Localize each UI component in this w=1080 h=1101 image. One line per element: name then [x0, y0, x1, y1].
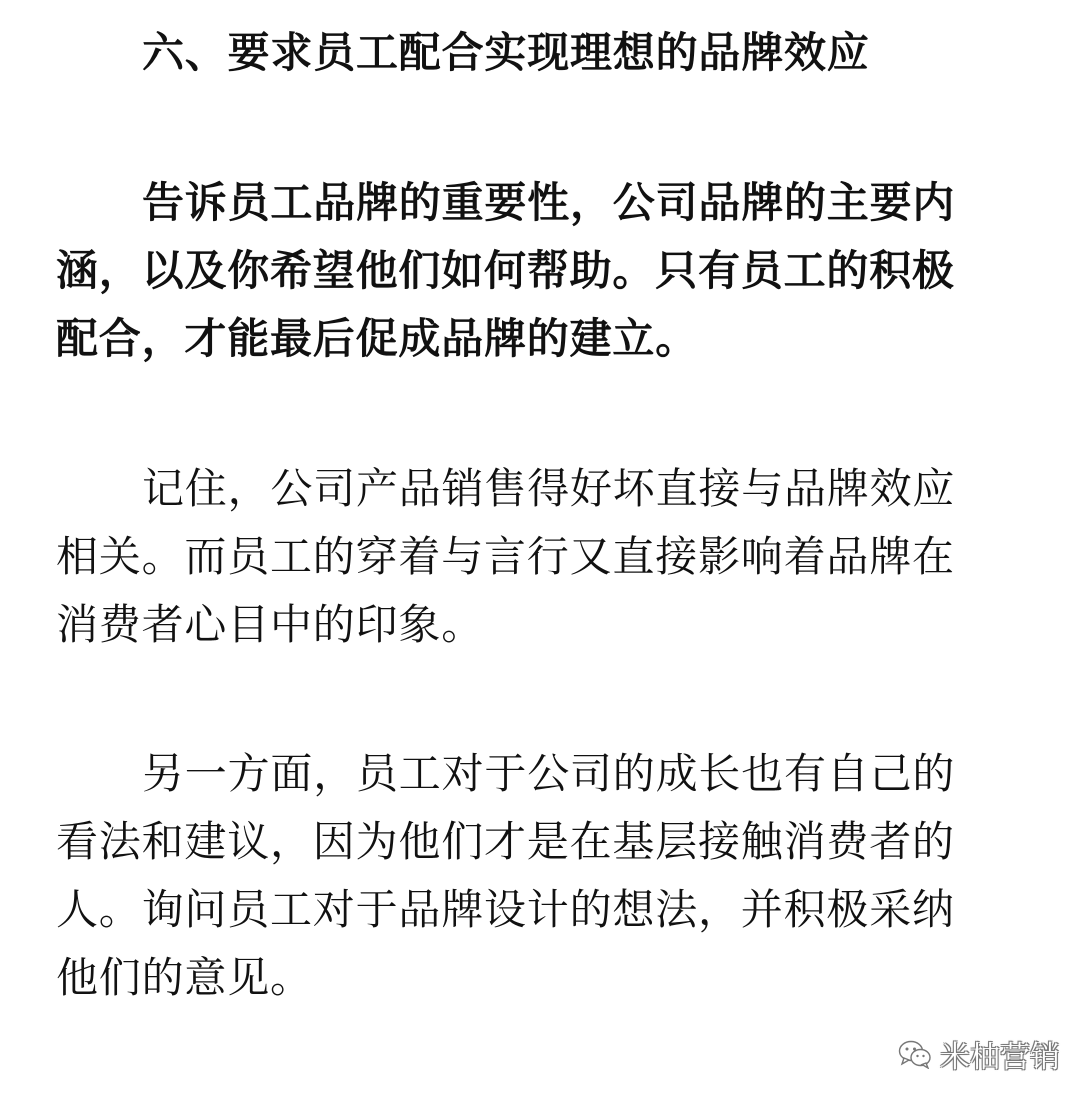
- paragraph-line: 看法和建议，因为他们才是在基层接触消费者的: [56, 817, 955, 866]
- watermark: [898, 1034, 1060, 1074]
- paragraph-line: 另一方面，员工对于公司的成长也有自己的: [142, 749, 956, 798]
- paragraph-line: 配合，才能最后促成品牌的建立。: [56, 314, 699, 363]
- paragraph-line: 他们的意见。: [56, 953, 313, 1002]
- paragraph-line: 涵，以及你希望他们如何帮助。只有员工的积极: [56, 246, 955, 295]
- paragraph-line: 告诉员工品牌的重要性，公司品牌的主要内: [142, 178, 956, 227]
- paragraph-line: 记住，公司产品销售得好坏直接与品牌效应: [142, 464, 956, 513]
- section-heading: 六、要求员工配合实现理想的品牌效应: [142, 28, 870, 77]
- paragraph-line: 相关。而员工的穿着与言行又直接影响着品牌在: [56, 532, 955, 581]
- watermark-text: 米柚营销: [940, 1040, 1060, 1075]
- wechat-icon: [898, 1039, 932, 1069]
- paragraph-line: 消费者心目中的印象。: [56, 600, 485, 649]
- paragraph-line: 人。询问员工对于品牌设计的想法，并积极采纳: [56, 885, 955, 934]
